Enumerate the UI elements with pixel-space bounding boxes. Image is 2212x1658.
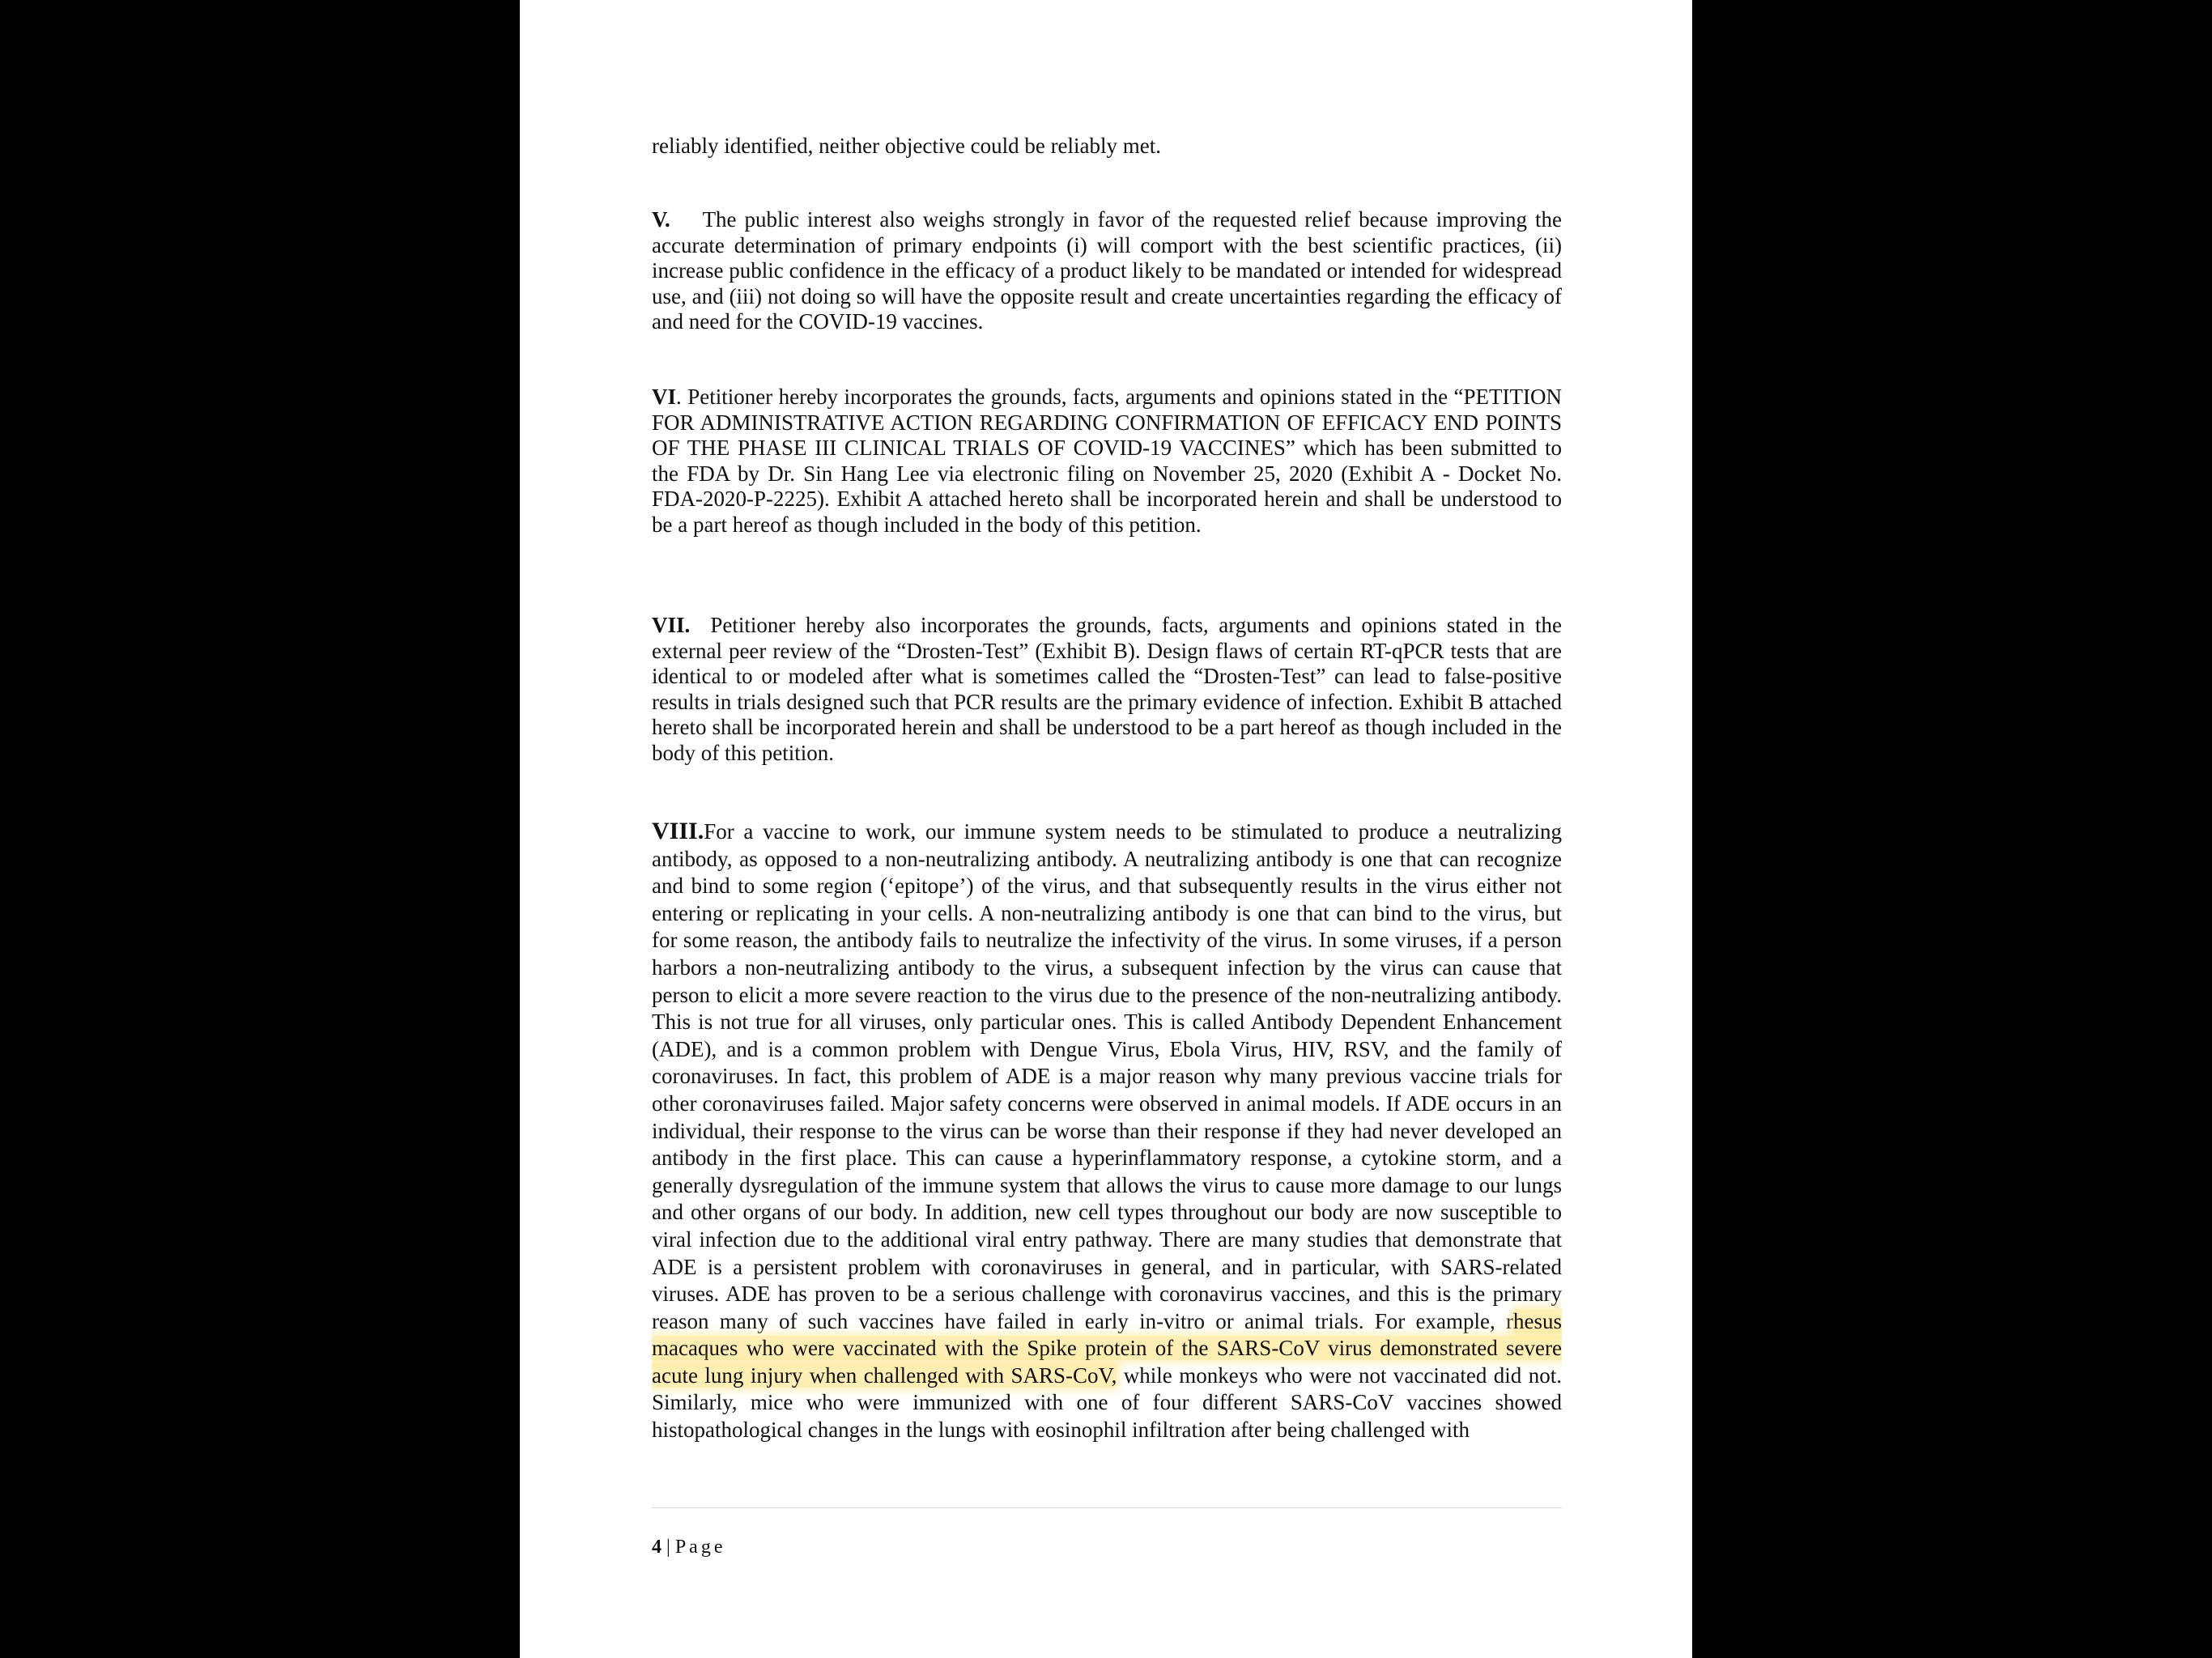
- paragraph-number: VIII.: [652, 818, 704, 844]
- paragraph-number: VII.: [652, 613, 691, 637]
- paragraph-continuation: [652, 134, 1562, 159]
- page-label: Page: [674, 1537, 726, 1558]
- page-number: 4: [652, 1537, 661, 1558]
- paragraph-vii: [652, 613, 1562, 766]
- paragraph-text: For a vaccine to work, our immune system needs to be stimulated to produce a neutralizing antibody, as opposed to a non-neutralizing antibody. A neutralizing antibody is one that can recognize and bind to some region (‘epitope’) of the virus, and that subsequently results in the virus either not entering or replicating in your cells. A non-neutralizing antibody is one that can bind to the virus, but for some reason, the antibody fails to neutralize the infectivity of the virus. In some viruses, if a person harbors a non-neutralizing antibody to the virus, a subsequent infection by the virus can cause that person to elicit a more severe reaction to the virus due to the presence of the non-neutralizing antibody. This is not true for all viruses, only particular ones. This is called Antibody Dependent Enhancement (ADE), and is a common problem with Dengue Virus, Ebola Virus, HIV, RSV, and the family of coronaviruses. In fact, this problem of ADE is a major reason why many previous vaccine trials for other coronaviruses failed. Major safety concerns were observed in animal models. If ADE occurs in an individual, their response to the virus can be worse than their response if they had never developed an antibody in the first place. This can cause a hyperinflammatory response, a cytokine storm, and a generally dysregulation of the immune system that allows the virus to cause more damage to our lungs and other organs of our body. In addition, new cell types throughout our body are now susceptible to viral infection due to the additional viral entry pathway. There are many studies that demonstrate that ADE is a persistent problem with coronaviruses in general, and in particular, with SARS-related viruses. ADE has proven to be a serious challenge with coronavirus vaccines, and this is the primary reason many of such vaccines have failed in early in-vitro or animal trials. For example, r: [652, 819, 1562, 1333]
- paragraph-viii: [652, 818, 1562, 1444]
- paragraph-number: V.: [652, 207, 670, 232]
- document-page: [520, 0, 1692, 1658]
- footer-separator: |: [661, 1537, 675, 1558]
- footer-divider: [652, 1507, 1562, 1508]
- paragraph-text-continued: while monkeys who were not vaccinated did not. Similarly, mice who were immunized with one of four different SARS-CoV vaccines showed histopathological changes in the lungs with eosinophil infiltration after being challenged with: [652, 1363, 1562, 1443]
- paragraph-number: VI: [652, 385, 677, 409]
- page-footer: [652, 1537, 725, 1558]
- paragraph-vi: [652, 385, 1562, 538]
- paragraph-text: reliably identified, neither objective could be reliably met.: [652, 134, 1162, 158]
- paragraph-text: . Petitioner hereby incorporates the grounds, facts, arguments and opinions stated in the “PETITION FOR ADMINISTRATIVE ACTION REGARDING CONFIRMATION OF EFFICACY END POINTS OF THE PHASE III CLINICAL TRIALS OF COVID-19 VACCINES” which has been submitted to the FDA by Dr. Sin Hang Lee via electronic filing on November 25, 2020 (Exhibit A - Docket No. FDA-2020-P-2225). Exhibit A attached hereto shall be incorporated herein and shall be understood to be a part hereof as though included in the body of this petition.: [652, 385, 1562, 537]
- paragraph-text: The public interest also weighs strongly in favor of the requested relief because improving the accurate determination of primary endpoints (i) will comport with the best scientific practices, (ii) increase public confidence in the efficacy of a product likely to be mandated or intended for widespread use, and (iii) not doing so will have the opposite result and create uncertainties regarding the efficacy of and need for the COVID-19 vaccines.: [652, 207, 1562, 334]
- highlighted-text: hesus macaques who were vaccinated with the Spike protein of the SARS-CoV virus demonstrated severe acute lung injury when challenged with SARS-CoV,: [652, 1308, 1562, 1388]
- paragraph-text: Petitioner hereby also incorporates the grounds, facts, arguments and opinions stated in the external peer review of the “Drosten-Test” (Exhibit B). Design flaws of certain RT-qPCR tests that are identical to or modeled after what is sometimes called the “Drosten-Test” can lead to false-positive results in trials designed such that PCR results are the primary evidence of infection. Exhibit B attached hereto shall be incorporated herein and shall be understood to be a part hereof as though included in the body of this petition.: [652, 613, 1562, 765]
- paragraph-v: [652, 207, 1562, 335]
